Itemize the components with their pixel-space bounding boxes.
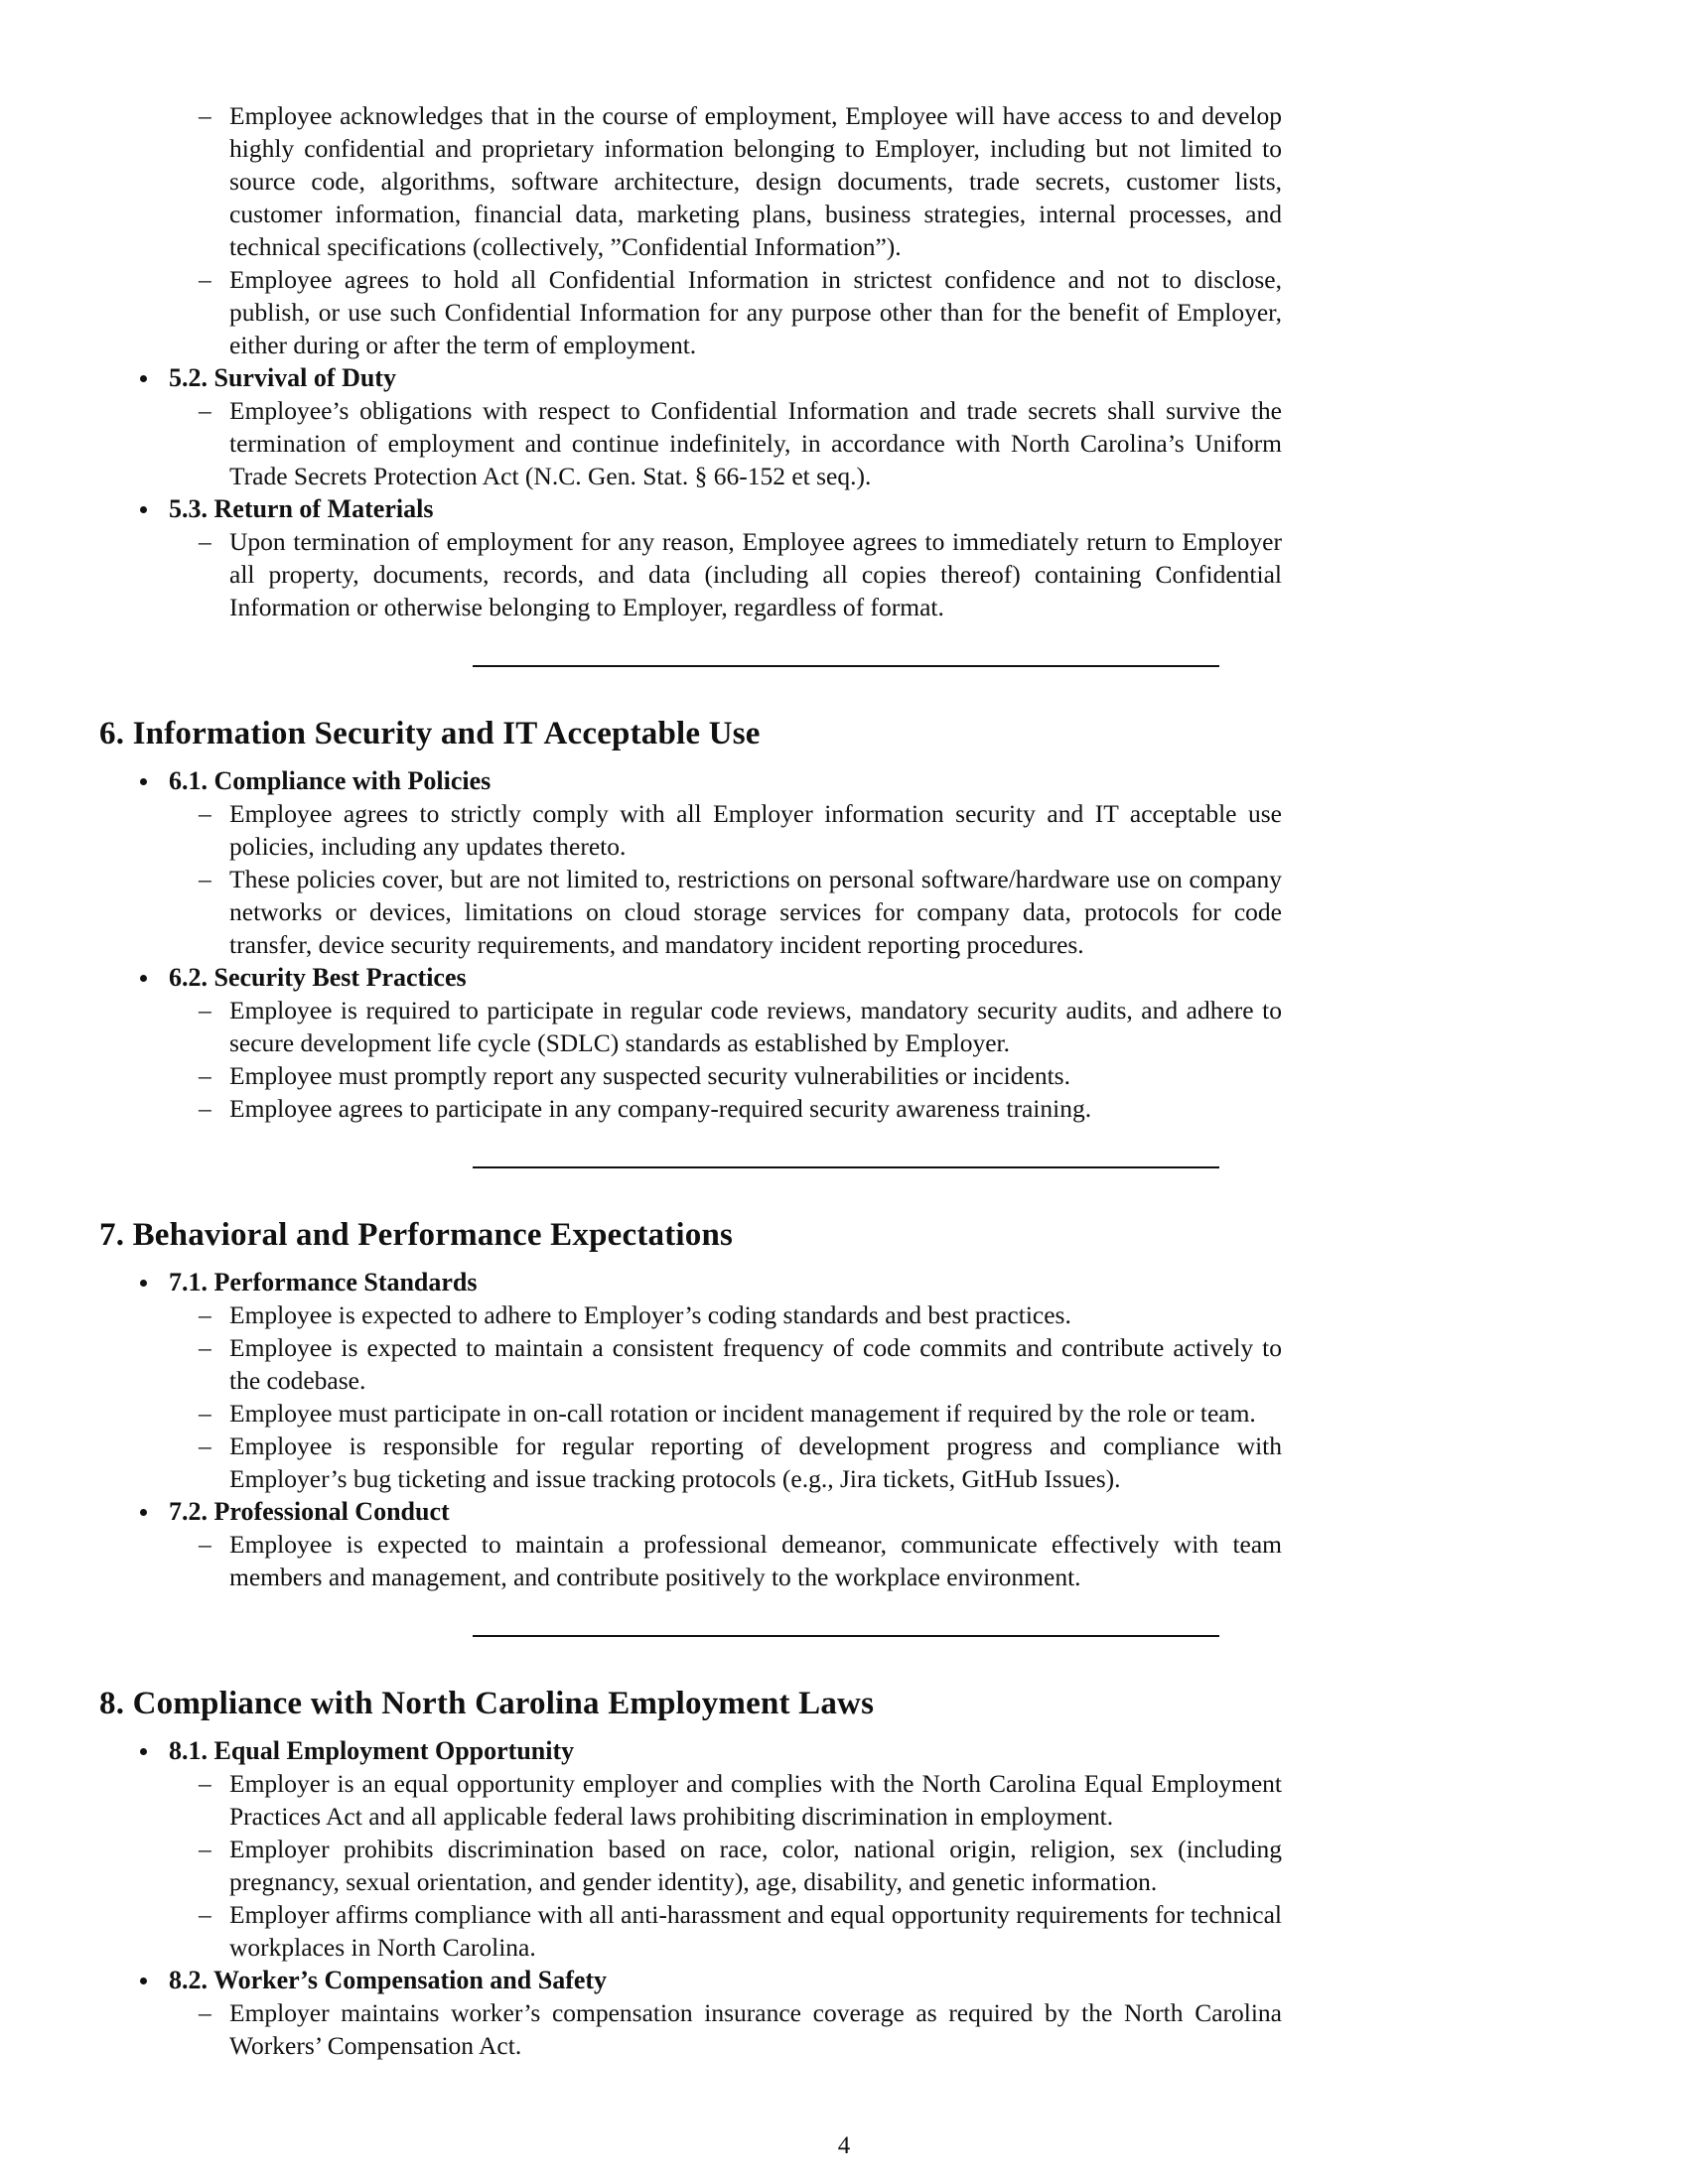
list-item bbox=[169, 1430, 1282, 1495]
dash-marker: – bbox=[199, 1432, 211, 1460]
horizontal-rule bbox=[473, 1166, 1219, 1168]
subsection-title: 6.1. Compliance with Policies bbox=[169, 766, 492, 795]
item-text: Employee agrees to strictly comply with all Employer information security and IT acceptable use policies, including any updates thereto. bbox=[229, 799, 1282, 861]
subsection-7-2 bbox=[99, 1495, 1589, 1593]
subsection-8-2 bbox=[99, 1964, 1589, 2062]
dash-marker: – bbox=[199, 265, 211, 294]
subsection-8-1 bbox=[99, 1734, 1589, 1964]
subsection-title: 5.2. Survival of Duty bbox=[169, 363, 396, 392]
list-item bbox=[169, 263, 1282, 361]
section-6-subsections bbox=[99, 764, 1589, 1125]
item-text: Employer maintains worker’s compensation insurance coverage as required by the North Carolina Workers’ Compensation Act. bbox=[229, 1998, 1282, 2060]
page-number: 4 bbox=[837, 2132, 851, 2159]
subsection-5-2 bbox=[99, 361, 1589, 492]
list-item bbox=[169, 1528, 1282, 1593]
subsection-items bbox=[169, 1996, 1589, 2062]
item-text: Employer is an equal opportunity employer and complies with the North Carolina Equal Employment Practices Act and all applicable federal laws prohibiting discrimination in employment. bbox=[229, 1769, 1282, 1831]
item-text: Employer prohibits discrimination based on race, color, national origin, religion, sex (including pregnancy, sexual orientation, and gender identity), age, disability, and genetic information. bbox=[229, 1835, 1282, 1896]
subsection-items bbox=[169, 1767, 1589, 1964]
subsection-title: 8.2. Worker’s Compensation and Safety bbox=[169, 1966, 608, 1994]
bullet-icon bbox=[140, 975, 147, 982]
item-text: Employee’s obligations with respect to Confidential Information and trade secrets shall survive the termination of employment and continue indefinitely, in accordance with North Carolina’s Uniform Trade Secrets Protection Act (N.C. Gen. Stat. § 66-152 et seq.). bbox=[229, 396, 1282, 490]
bullet-icon bbox=[140, 1509, 147, 1516]
item-text: These policies cover, but are not limited to, restrictions on personal software/hardware use on company networks or devices, limitations on cloud storage services for company data, protocols for code transfer, device security requirements, and mandatory incident reporting procedures. bbox=[229, 865, 1282, 959]
list-item bbox=[169, 1833, 1282, 1898]
subsection-items bbox=[169, 525, 1589, 623]
bullet-icon bbox=[140, 375, 147, 382]
item-text: Employee is expected to maintain a consistent frequency of code commits and contribute actively to the codebase. bbox=[229, 1333, 1282, 1395]
subsection-title: 8.1. Equal Employment Opportunity bbox=[169, 1736, 575, 1765]
item-text: Employee must participate in on-call rotation or incident management if required by the role or team. bbox=[229, 1399, 1256, 1428]
section-heading-6: 6. Information Security and IT Acceptable Use bbox=[99, 716, 761, 751]
subsection-items bbox=[169, 394, 1589, 492]
section-8-subsections bbox=[99, 1734, 1589, 2062]
list-item bbox=[169, 863, 1282, 961]
item-text: Employee agrees to hold all Confidential Information in strictest confidence and not to disclose, publish, or use such Confidential Information for any purpose other than for the benefit of Employer, either during or after the term of employment. bbox=[229, 265, 1282, 359]
item-text: Employee is responsible for regular reporting of development progress and compliance with Employer’s bug ticketing and issue tracking protocols (e.g., Jira tickets, GitHub Issues). bbox=[229, 1432, 1282, 1493]
list-item bbox=[169, 1996, 1282, 2062]
bullet-icon bbox=[140, 1978, 147, 1984]
section-7-subsections bbox=[99, 1266, 1589, 1593]
item-text: Employer affirms compliance with all anti-harassment and equal opportunity requirements for technical workplaces in North Carolina. bbox=[229, 1900, 1282, 1962]
subsection-5-3 bbox=[99, 492, 1589, 623]
dash-marker: – bbox=[199, 1769, 211, 1798]
list-item bbox=[169, 394, 1282, 492]
page-content bbox=[99, 99, 1589, 2062]
section-heading-8: 8. Compliance with North Carolina Employment Laws bbox=[99, 1686, 875, 1721]
list-item bbox=[169, 1092, 1282, 1125]
dash-marker: – bbox=[199, 1900, 211, 1929]
item-text: Employee agrees to participate in any company-required security awareness training. bbox=[229, 1094, 1092, 1123]
list-item bbox=[169, 1397, 1282, 1430]
item-text: Employee is expected to adhere to Employer’s coding standards and best practices. bbox=[229, 1300, 1071, 1329]
horizontal-rule bbox=[473, 1635, 1219, 1637]
list-item bbox=[169, 1898, 1282, 1964]
dash-marker: – bbox=[199, 1530, 211, 1559]
list-item bbox=[169, 99, 1282, 263]
item-text: Employee must promptly report any suspected security vulnerabilities or incidents. bbox=[229, 1061, 1070, 1090]
subsection-7-1 bbox=[99, 1266, 1589, 1495]
subsection-6-1 bbox=[99, 764, 1589, 961]
subsection-title: 7.2. Professional Conduct bbox=[169, 1497, 450, 1526]
dash-marker: – bbox=[199, 1094, 211, 1123]
subsection-title: 7.1. Performance Standards bbox=[169, 1268, 478, 1297]
section-5-1-continued-list bbox=[169, 99, 1589, 361]
item-text: Upon termination of employment for any reason, Employee agrees to immediately return to Employer all property, documents, records, and data (including all copies thereof) containing Confidential Information or otherwise belonging to Employer, regardless of format. bbox=[229, 527, 1282, 621]
list-item bbox=[169, 525, 1282, 623]
subsection-6-2 bbox=[99, 961, 1589, 1125]
list-item bbox=[169, 1298, 1282, 1331]
list-item bbox=[169, 1331, 1282, 1397]
subsection-title: 6.2. Security Best Practices bbox=[169, 963, 467, 992]
dash-marker: – bbox=[199, 799, 211, 828]
subsection-items bbox=[169, 1298, 1589, 1495]
dash-marker: – bbox=[199, 1998, 211, 2027]
bullet-icon bbox=[140, 506, 147, 513]
item-text: Employee is expected to maintain a professional demeanor, communicate effectively with team members and management, and contribute positively to the workplace environment. bbox=[229, 1530, 1282, 1591]
subsection-items bbox=[169, 1528, 1589, 1593]
item-text: Employee is required to participate in regular code reviews, mandatory security audits, and adhere to secure development life cycle (SDLC) standards as established by Employer. bbox=[229, 996, 1282, 1057]
subsection-title: 5.3. Return of Materials bbox=[169, 494, 434, 523]
section-5-subsections bbox=[99, 361, 1589, 623]
dash-marker: – bbox=[199, 1333, 211, 1362]
list-item bbox=[169, 1767, 1282, 1833]
bullet-icon bbox=[140, 1280, 147, 1287]
dash-marker: – bbox=[199, 101, 211, 130]
bullet-icon bbox=[140, 1748, 147, 1755]
dash-marker: – bbox=[199, 396, 211, 425]
dash-marker: – bbox=[199, 1399, 211, 1428]
subsection-items bbox=[169, 994, 1589, 1125]
list-item bbox=[169, 994, 1282, 1059]
dash-marker: – bbox=[199, 1835, 211, 1863]
dash-marker: – bbox=[199, 1061, 211, 1090]
horizontal-rule bbox=[473, 665, 1219, 667]
dash-marker: – bbox=[199, 865, 211, 893]
subsection-items bbox=[169, 797, 1589, 961]
bullet-icon bbox=[140, 778, 147, 785]
list-item bbox=[169, 797, 1282, 863]
dash-marker: – bbox=[199, 1300, 211, 1329]
dash-marker: – bbox=[199, 996, 211, 1024]
item-text: Employee acknowledges that in the course of employment, Employee will have access to and develop highly confidential and proprietary information belonging to Employer, including but not limited to source code, algorithms, software architecture, design documents, trade secrets, customer lists, customer information, financial data, marketing plans, business strategies, internal processes, and technical specifications (collectively, ”Confidential Information”). bbox=[229, 101, 1282, 261]
list-item bbox=[169, 1059, 1282, 1092]
dash-marker: – bbox=[199, 527, 211, 556]
section-heading-7: 7. Behavioral and Performance Expectations bbox=[99, 1217, 734, 1253]
